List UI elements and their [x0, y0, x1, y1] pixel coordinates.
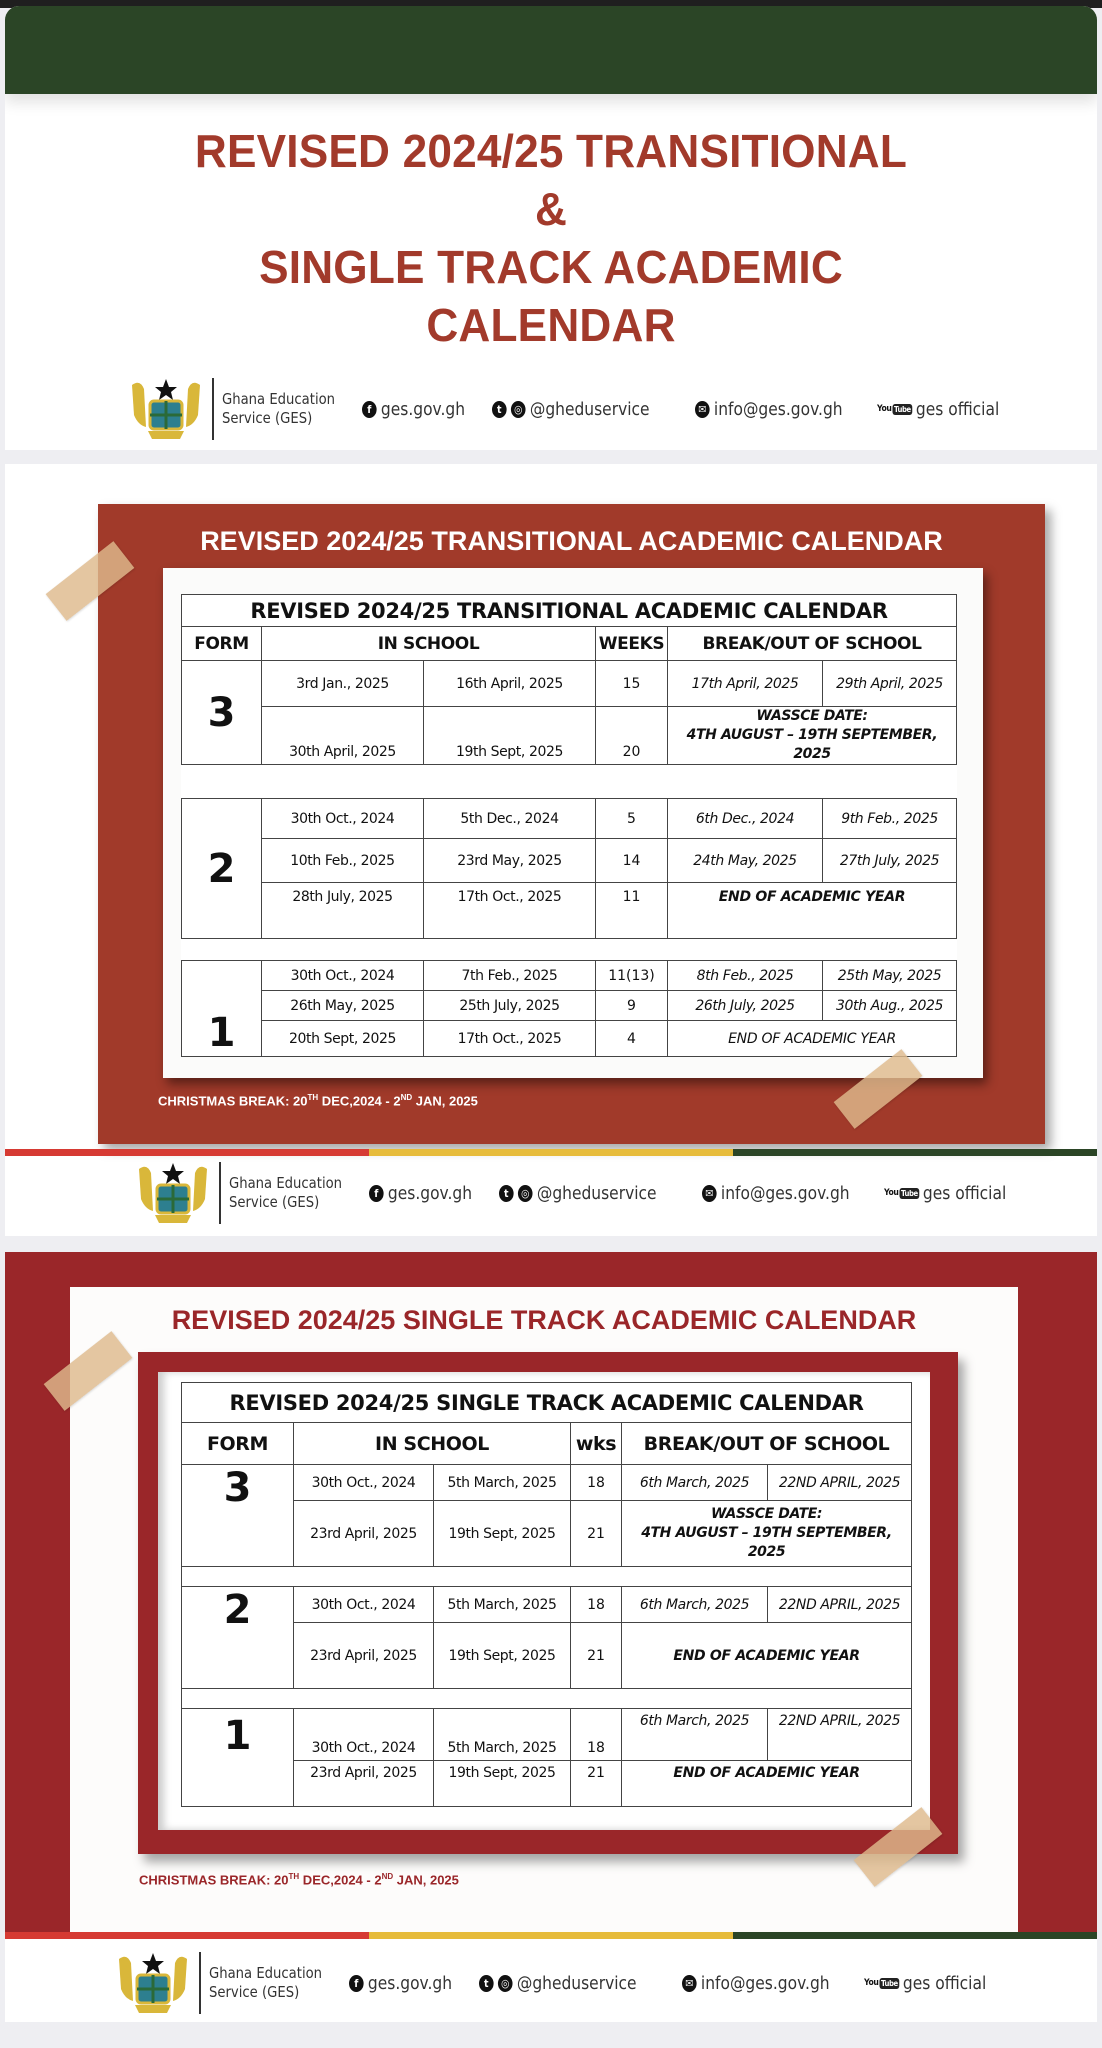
twitter-icon: t: [499, 1185, 514, 1202]
cover-title-line-4: CALENDAR: [426, 299, 676, 351]
coat-of-arms-icon: [113, 1949, 193, 2017]
table-title: REVISED 2024/25 SINGLE TRACK ACADEMIC CALENDAR: [182, 1383, 912, 1423]
form-number: 3: [182, 661, 262, 765]
social-handle-link[interactable]: t ◎ @gheduservice: [499, 1183, 657, 1204]
brand-divider: [219, 1162, 221, 1224]
form-number: 3: [182, 1465, 294, 1567]
twitter-icon: t: [492, 401, 507, 418]
facebook-icon: f: [369, 1185, 384, 1202]
brand-footer: [113, 1948, 1016, 2018]
twitter-icon: t: [479, 1975, 494, 1992]
header-in-school: IN SCHOOL: [262, 627, 596, 661]
table-row: 2 30th Oct., 2024 5th March, 2025 18 6th March, 2025 22ND APRIL, 2025: [182, 1587, 912, 1623]
form-number: 2: [182, 799, 262, 939]
email-icon: ✉: [695, 401, 710, 418]
header-weeks: wks: [571, 1423, 622, 1465]
cover-title-line-3: SINGLE TRACK ACADEMIC: [259, 241, 843, 293]
youtube-link[interactable]: You Tube ges official: [863, 1972, 986, 1994]
email-link[interactable]: ✉ info@ges.gov.gh: [702, 1183, 850, 1204]
table-row: 20th Sept, 2025 17th Oct., 2025 4 END OF ACADEMIC YEAR: [182, 1021, 957, 1057]
header-form: FORM: [182, 1423, 294, 1465]
email-link[interactable]: ✉ info@ges.gov.gh: [695, 399, 843, 420]
table-row: 23rd April, 2025 19th Sept, 2025 21 WASSCE DATE: 4TH AUGUST – 19TH SEPTEMBER, 2025: [182, 1501, 912, 1567]
email-icon: ✉: [702, 1185, 717, 1202]
transitional-paper: [163, 568, 983, 1078]
table-row: 3 3rd Jan., 2025 16th April, 2025 15 17th April, 2025 29th April, 2025: [182, 661, 957, 707]
single-track-paper: [70, 1287, 1018, 1932]
table-row: 23rd April, 2025 19th Sept, 2025 21 END OF ACADEMIC YEAR: [182, 1761, 912, 1807]
website-link[interactable]: f ges.gov.gh: [369, 1183, 472, 1204]
org-name: Ghana Education Service (GES): [229, 1174, 343, 1211]
coat-of-arms-icon: [126, 375, 206, 443]
website-link[interactable]: f ges.gov.gh: [349, 1973, 452, 1994]
form-number: 2: [182, 1587, 294, 1689]
table-row: 28th July, 2025 17th Oct., 2025 11 END OF ACADEMIC YEAR: [182, 883, 957, 939]
brand-divider: [199, 1952, 201, 2014]
table-title: REVISED 2024/25 TRANSITIONAL ACADEMIC CALENDAR: [182, 595, 957, 627]
header-weeks: WEEKS: [596, 627, 668, 661]
form-number: 1: [182, 961, 262, 1057]
instagram-icon: ◎: [498, 1975, 513, 1992]
transitional-card: [5, 464, 1097, 1236]
header-in-school: IN SCHOOL: [294, 1423, 571, 1465]
brand-divider: [212, 378, 214, 440]
facebook-icon: f: [349, 1975, 364, 1992]
transitional-panel: [98, 504, 1045, 1144]
wassce-note: WASSCE DATE: 4TH AUGUST – 19TH SEPTEMBER, 2025: [622, 1501, 912, 1567]
table-row: 10th Feb., 2025 23rd May, 2025 14 24th May, 2025 27th July, 2025: [182, 839, 957, 883]
single-track-card: [5, 1252, 1097, 2022]
email-link[interactable]: ✉ info@ges.gov.gh: [682, 1973, 830, 1994]
table-row: 2 30th Oct., 2024 5th Dec., 2024 5 6th Dec., 2024 9th Feb., 2025: [182, 799, 957, 839]
flag-color-bar: [5, 1149, 1097, 1156]
youtube-icon: You Tube: [863, 1978, 898, 1988]
table-row: 3 30th Oct., 2024 5th March, 2025 18 6th March, 2025 22ND APRIL, 2025: [182, 1465, 912, 1501]
green-header-bar: [5, 6, 1097, 94]
table-row: 1 30th Oct., 2024 5th March, 2025 18 6th March, 2025 22ND APRIL, 2025: [182, 1709, 912, 1761]
social-links: [369, 1183, 1036, 1204]
cover-title-line-1: REVISED 2024/25 TRANSITIONAL: [194, 125, 908, 177]
table-row: 30th April, 2025 19th Sept, 2025 20 WASSCE DATE: 4TH AUGUST – 19TH SEPTEMBER, 2025: [182, 707, 957, 765]
youtube-icon: You Tube: [876, 404, 911, 414]
header-break: BREAK/OUT OF SCHOOL: [622, 1423, 912, 1465]
transitional-calendar-table: [181, 594, 957, 1057]
cover-title: [5, 122, 1097, 354]
brand-footer: [126, 374, 1029, 444]
single-track-frame: [138, 1352, 958, 1854]
email-icon: ✉: [682, 1975, 697, 1992]
org-name: Ghana Education Service (GES): [209, 1964, 323, 2001]
org-name: Ghana Education Service (GES): [222, 390, 336, 427]
social-handle-link[interactable]: t ◎ @gheduservice: [492, 399, 650, 420]
christmas-break-note: CHRISTMAS BREAK: 20TH DEC,2024 - 2ND JAN, 2025: [139, 1872, 459, 1888]
transitional-banner-title: REVISED 2024/25 TRANSITIONAL ACADEMIC CALENDAR: [200, 526, 943, 556]
table-row: 1 30th Oct., 2024 7th Feb., 2025 11(13) 8th Feb., 2025 25th May, 2025: [182, 961, 957, 991]
youtube-link[interactable]: You Tube ges official: [876, 398, 999, 420]
header-form: FORM: [182, 627, 262, 661]
instagram-icon: ◎: [511, 401, 526, 418]
cover-card: [5, 6, 1097, 450]
table-row: 26th May, 2025 25th July, 2025 9 26th July, 2025 30th Aug., 2025: [182, 991, 957, 1021]
wassce-note: WASSCE DATE: 4TH AUGUST – 19TH SEPTEMBER, 2025: [668, 707, 957, 765]
flag-color-bar: [5, 1932, 1097, 1939]
form-number: 1: [182, 1709, 294, 1807]
table-row: 23rd April, 2025 19th Sept, 2025 21 END OF ACADEMIC YEAR: [182, 1623, 912, 1689]
website-link[interactable]: f ges.gov.gh: [362, 399, 465, 420]
social-handle-link[interactable]: t ◎ @gheduservice: [479, 1973, 637, 1994]
brand-footer: [133, 1158, 1036, 1228]
cover-title-line-2: &: [534, 183, 568, 235]
youtube-icon: You Tube: [883, 1188, 918, 1198]
youtube-link[interactable]: You Tube ges official: [883, 1182, 1006, 1204]
social-links: [362, 399, 1029, 420]
facebook-icon: f: [362, 401, 377, 418]
instagram-icon: ◎: [518, 1185, 533, 1202]
single-track-banner-title: REVISED 2024/25 SINGLE TRACK ACADEMIC CALENDAR: [171, 1305, 917, 1335]
coat-of-arms-icon: [133, 1159, 213, 1227]
single-track-calendar-table: [181, 1382, 912, 1807]
social-links: [349, 1973, 1016, 1994]
header-break: BREAK/OUT OF SCHOOL: [668, 627, 957, 661]
christmas-break-note: CHRISTMAS BREAK: 20TH DEC,2024 - 2ND JAN, 2025: [158, 1093, 478, 1109]
